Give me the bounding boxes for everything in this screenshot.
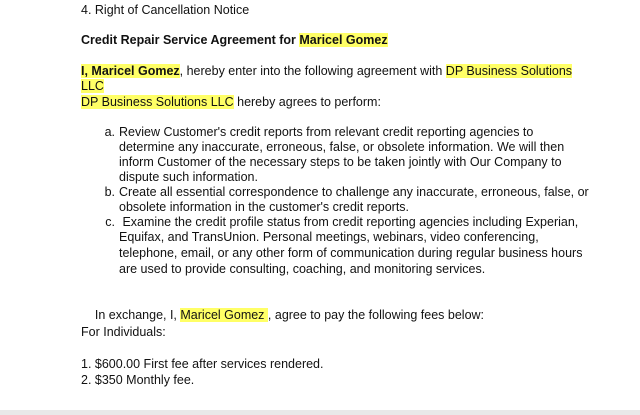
fee-item-1: 1. $600.00 First fee after services rendered. bbox=[81, 357, 324, 371]
list-item-line: Equifax, and TransUnion. Personal meetings, webinars, video conferencing, bbox=[119, 230, 539, 244]
list-marker: c. bbox=[105, 215, 115, 229]
company-name-highlight-2: DP Business Solutions LLC bbox=[81, 95, 234, 109]
section-heading: 4. Right of Cancellation Notice bbox=[81, 3, 250, 17]
list-item-line: are used to provide consulting, coaching, and monitoring services. bbox=[119, 262, 486, 276]
exchange-text-1: In exchange, I, bbox=[94, 308, 181, 322]
for-individuals-label: For Individuals: bbox=[81, 325, 166, 339]
list-item-line: Review Customer's credit reports from relevant credit reporting agencies to bbox=[119, 125, 534, 139]
list-item-line: dispute such information. bbox=[119, 170, 258, 184]
company-name-llc: LLC bbox=[81, 79, 104, 93]
exchange-text-2: , agree to pay the following fees below: bbox=[267, 308, 485, 322]
list-item-line: telephone, email, or any other form of communication during regular business hours bbox=[119, 246, 583, 260]
list-marker: b. bbox=[104, 185, 115, 199]
list-item-line: obsolete information in the customer's credit reports. bbox=[119, 200, 410, 214]
list-item-line: Examine the credit profile status from credit reporting agencies including Experian, bbox=[119, 215, 579, 229]
intro-line-3 bbox=[81, 95, 381, 110]
page-bottom-edge bbox=[0, 410, 640, 415]
agrees-text: hereby agrees to perform: bbox=[233, 95, 381, 109]
list-item-line: inform Customer of the necessary steps to be taken jointly with Our Company to bbox=[119, 155, 562, 169]
client-name-exchange: Maricel Gomez bbox=[180, 308, 268, 322]
company-name-highlight: DP Business Solutions bbox=[445, 64, 573, 78]
client-name-highlight: Maricel Gomez bbox=[299, 33, 388, 47]
intro-line-2 bbox=[81, 79, 104, 94]
intro-line-1 bbox=[81, 64, 572, 79]
fee-item-2: 2. $350 Monthly fee. bbox=[81, 373, 195, 387]
intro-text: , hereby enter into the following agreement with bbox=[179, 64, 446, 78]
list-marker: a. bbox=[104, 125, 115, 139]
client-name-intro: I, Maricel Gomez bbox=[81, 64, 180, 78]
title-prefix: Credit Repair Service Agreement for bbox=[81, 33, 300, 47]
list-item-line: Create all essential correspondence to challenge any inaccurate, erroneous, false, or bbox=[119, 185, 589, 199]
list-item-line: determine any inaccurate, erroneous, false, or obsolete information. We will then bbox=[119, 140, 565, 154]
agreement-title bbox=[81, 33, 388, 48]
